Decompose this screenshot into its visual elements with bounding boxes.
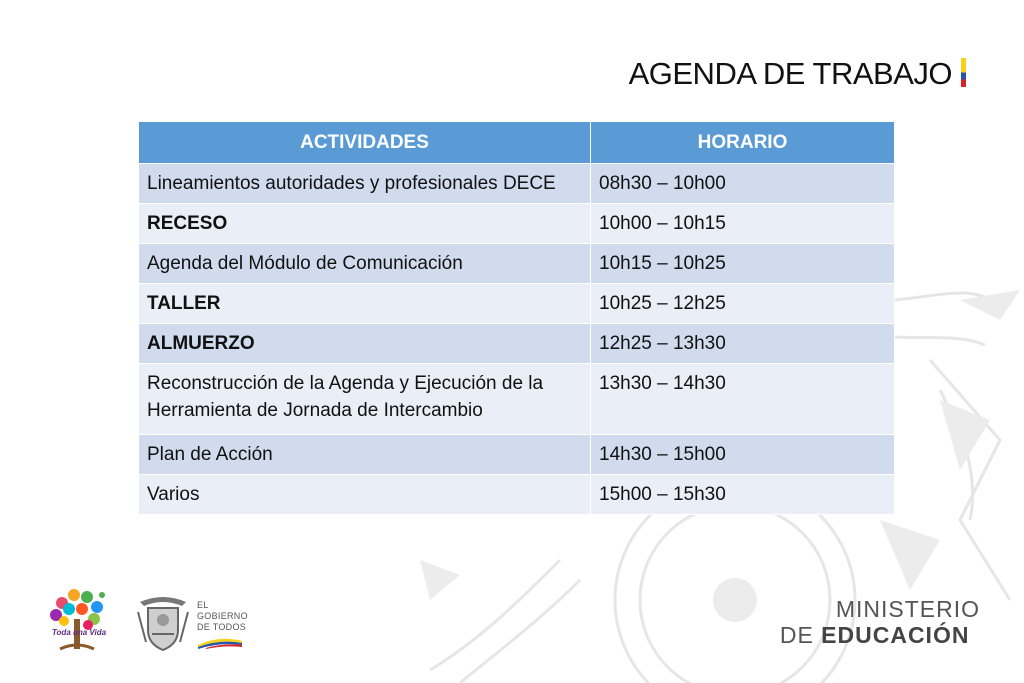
gov-flag-swoosh-icon <box>196 637 244 649</box>
table-row <box>139 284 895 324</box>
table-header-row <box>139 122 895 164</box>
table-row <box>139 475 895 515</box>
ministry-wordmark <box>780 597 980 648</box>
table-row <box>139 164 895 204</box>
coat-of-arms-icon <box>134 592 192 654</box>
table-row <box>139 435 895 475</box>
time-cell: 10h25 – 12h25 <box>591 284 895 324</box>
activity-cell: ALMUERZO <box>139 324 591 364</box>
time-cell: 14h30 – 15h00 <box>591 435 895 475</box>
gov-line-1: EL <box>197 600 209 610</box>
slide-title: AGENDA DE TRABAJO <box>628 56 952 91</box>
column-header-schedule: HORARIO <box>591 122 895 164</box>
activity-cell: Varios <box>139 475 591 515</box>
ministry-name-bold: EDUCACIÓN <box>821 622 970 648</box>
time-cell: 08h30 – 10h00 <box>591 164 895 204</box>
time-cell: 13h30 – 14h30 <box>591 364 895 435</box>
activity-cell: Lineamientos autoridades y profesionales DECE <box>139 164 591 204</box>
activity-cell: Agenda del Módulo de Comunicación <box>139 244 591 284</box>
gov-line-3: DE TODOS <box>197 622 247 632</box>
table-row <box>139 204 895 244</box>
activity-cell: RECESO <box>139 204 591 244</box>
table-row <box>139 324 895 364</box>
gov-line-2: GOBIERNO <box>197 611 248 621</box>
activity-cell: Plan de Acción <box>139 435 591 475</box>
table-row <box>139 244 895 284</box>
ministry-prefix: DE <box>779 622 822 648</box>
agenda-table <box>138 121 895 515</box>
table-row <box>139 364 895 435</box>
activity-cell: Reconstrucción de la Agenda y Ejecución de la Herramienta de Jornada de Intercambio <box>139 364 591 435</box>
column-header-activities: ACTIVIDADES <box>139 122 591 164</box>
tree-logo-icon <box>42 585 112 657</box>
time-cell: 10h00 – 10h15 <box>591 204 895 244</box>
ministry-line-2 <box>780 622 980 648</box>
ecuador-flag-bar <box>961 58 966 87</box>
activity-cell: TALLER <box>139 284 591 324</box>
time-cell: 15h00 – 15h30 <box>591 475 895 515</box>
time-cell: 12h25 – 13h30 <box>591 324 895 364</box>
tree-logo-text: Toda una Vida <box>51 628 107 637</box>
time-cell: 10h15 – 10h25 <box>591 244 895 284</box>
ministry-line-1: MINISTERIO <box>835 596 980 622</box>
gov-wordmark <box>197 600 248 633</box>
